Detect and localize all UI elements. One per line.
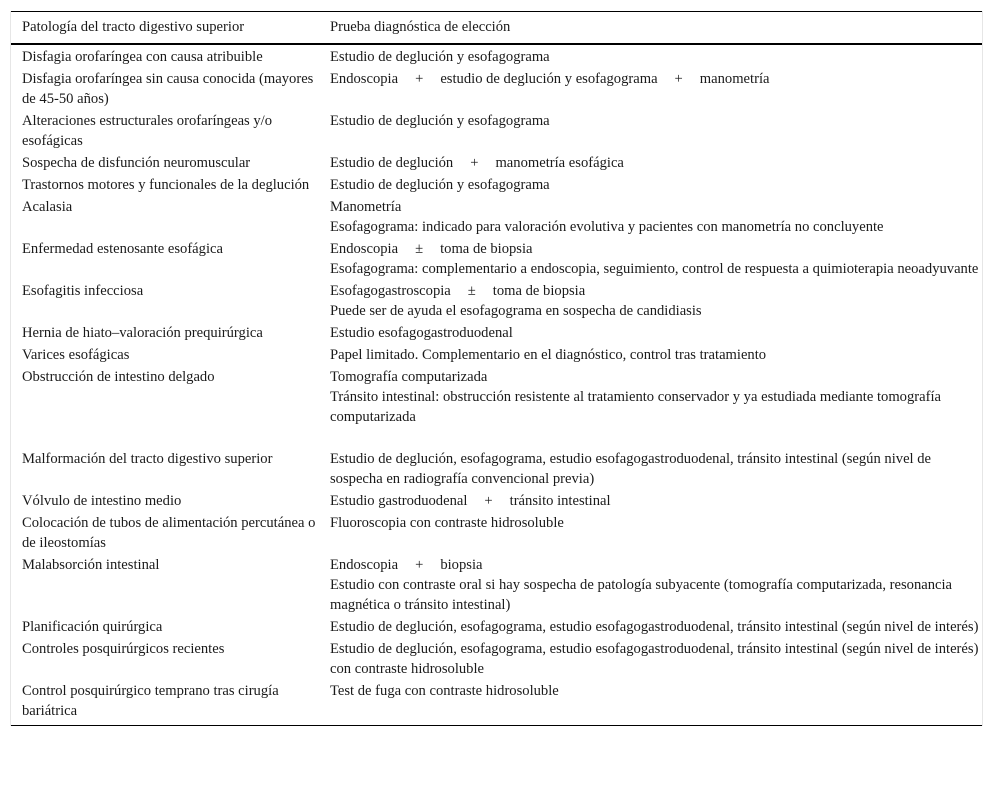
test-text: Tránsito intestinal: obstrucción resistente al tratamiento conservador y ya estudiada mediante tomografía computarizada xyxy=(330,389,942,425)
test-line xyxy=(330,491,982,511)
diagnostic-test-cell xyxy=(319,110,982,152)
table-header xyxy=(11,12,982,45)
plus-minus-operator: ± xyxy=(467,283,476,299)
table-row xyxy=(11,196,982,238)
diagnostic-test-cell xyxy=(319,68,982,110)
test-line xyxy=(330,197,982,217)
test-line xyxy=(330,259,982,279)
test-line xyxy=(330,111,982,131)
test-text: manometría esofágica xyxy=(495,155,624,171)
test-text: toma de biopsia xyxy=(492,283,586,299)
plus-minus-operator: ± xyxy=(415,241,424,257)
test-line xyxy=(330,345,982,365)
table-row xyxy=(11,366,982,448)
test-line xyxy=(330,387,982,427)
diagnostic-test-cell xyxy=(319,280,982,322)
plus-operator: + xyxy=(470,155,479,171)
table-row xyxy=(11,44,982,68)
pathology-cell: Enfermedad estenosante esofágica xyxy=(22,241,223,257)
diagnostic-test-cell xyxy=(319,680,982,726)
test-line xyxy=(330,153,982,173)
pathology-cell: Disfagia orofaríngea con causa atribuible xyxy=(22,49,263,65)
diagnostic-test-cell xyxy=(319,174,982,196)
table-row xyxy=(11,448,982,490)
table-row xyxy=(11,616,982,638)
header-row xyxy=(11,12,982,45)
diagnostic-test-cell xyxy=(319,490,982,512)
test-text: Esofagogastroscopia xyxy=(330,283,451,299)
pathology-cell: Trastornos motores y funcionales de la deglución xyxy=(22,177,310,193)
pathology-cell: Obstrucción de intestino delgado xyxy=(22,369,215,385)
test-text: biopsia xyxy=(440,557,483,573)
test-text: toma de biopsia xyxy=(440,241,533,257)
test-line xyxy=(330,639,982,679)
test-text: Endoscopia xyxy=(330,71,399,87)
test-text: Esofagograma: complementario a endoscopia, seguimiento, control de respuesta a quimioterapia neoadyuvante xyxy=(330,261,979,277)
header-diagnostic-test: Prueba diagnóstica de elección xyxy=(319,12,982,45)
test-text: Endoscopia xyxy=(330,241,399,257)
test-line xyxy=(330,323,982,343)
test-text: Estudio esofagogastroduodenal xyxy=(330,325,513,341)
test-text: Estudio de deglución xyxy=(330,155,454,171)
pathology-cell: Hernia de hiato–valoración prequirúrgica xyxy=(22,325,263,341)
test-text: Tomografía computarizada xyxy=(330,369,488,385)
test-text: Estudio de deglución, esofagograma, estudio esofagogastroduodenal, tránsito intestinal (según nivel de sospecha en radiografía convencional previa) xyxy=(330,451,932,487)
test-text: tránsito intestinal xyxy=(509,493,611,509)
pathology-cell: Colocación de tubos de alimentación percutánea o de ileostomías xyxy=(22,515,316,551)
test-line xyxy=(330,217,982,237)
test-line xyxy=(330,239,982,259)
pathology-cell: Malabsorción intestinal xyxy=(22,557,160,573)
diagnostic-table-container xyxy=(10,11,983,726)
test-text: manometría xyxy=(699,71,770,87)
test-line xyxy=(330,513,982,533)
diagnostic-test-cell xyxy=(319,512,982,554)
pathology-cell: Vólvulo de intestino medio xyxy=(22,493,182,509)
blank-line xyxy=(330,427,982,447)
test-text: Estudio de deglución y esofagograma xyxy=(330,113,550,129)
pathology-cell: Planificación quirúrgica xyxy=(22,619,163,635)
table-row xyxy=(11,152,982,174)
table-row xyxy=(11,110,982,152)
test-line xyxy=(330,175,982,195)
test-text: estudio de deglución y esofagograma xyxy=(440,71,658,87)
test-text: Puede ser de ayuda el esofagograma en sospecha de candidiasis xyxy=(330,303,702,319)
table-row xyxy=(11,280,982,322)
table-row xyxy=(11,344,982,366)
diagnostic-table xyxy=(11,11,982,726)
table-row xyxy=(11,322,982,344)
plus-operator: + xyxy=(484,493,493,509)
pathology-cell: Sospecha de disfunción neuromuscular xyxy=(22,155,251,171)
test-line xyxy=(330,47,982,67)
test-line xyxy=(330,69,982,89)
test-line xyxy=(330,281,982,301)
diagnostic-test-cell xyxy=(319,616,982,638)
test-line xyxy=(330,555,982,575)
diagnostic-test-cell xyxy=(319,44,982,68)
table-row xyxy=(11,680,982,726)
table-row xyxy=(11,68,982,110)
table-body xyxy=(11,44,982,726)
plus-operator: + xyxy=(415,71,424,87)
test-text: Estudio con contraste oral si hay sospecha de patología subyacente (tomografía computarizada, resonancia magnética o tránsito intestinal) xyxy=(330,577,953,613)
table-row xyxy=(11,554,982,616)
header-pathology: Patología del tracto digestivo superior xyxy=(11,12,319,45)
pathology-cell: Acalasia xyxy=(22,199,73,215)
table-row xyxy=(11,638,982,680)
diagnostic-test-cell xyxy=(319,366,982,448)
diagnostic-test-cell xyxy=(319,448,982,490)
pathology-cell: Controles posquirúrgicos recientes xyxy=(22,641,225,657)
pathology-cell: Malformación del tracto digestivo superior xyxy=(22,451,273,467)
diagnostic-test-cell xyxy=(319,554,982,616)
plus-operator: + xyxy=(415,557,424,573)
test-text: Manometría xyxy=(330,199,402,215)
table-row xyxy=(11,490,982,512)
diagnostic-test-cell xyxy=(319,344,982,366)
table-row xyxy=(11,238,982,280)
test-line xyxy=(330,301,982,321)
test-text: Estudio gastroduodenal xyxy=(330,493,468,509)
test-text: Esofagograma: indicado para valoración evolutiva y pacientes con manometría no concluyente xyxy=(330,219,884,235)
test-line xyxy=(330,617,982,637)
table-row xyxy=(11,174,982,196)
diagnostic-test-cell xyxy=(319,238,982,280)
test-text: Estudio de deglución y esofagograma xyxy=(330,49,550,65)
pathology-cell: Alteraciones estructurales orofaríngeas y/o esofágicas xyxy=(22,113,273,149)
test-text: Estudio de deglución y esofagograma xyxy=(330,177,550,193)
table-row xyxy=(11,512,982,554)
test-line xyxy=(330,575,982,615)
test-text: Fluoroscopia con contraste hidrosoluble xyxy=(330,515,564,531)
test-line xyxy=(330,367,982,387)
test-line xyxy=(330,449,982,489)
pathology-cell: Control posquirúrgico temprano tras cirugía bariátrica xyxy=(11,680,319,726)
diagnostic-test-cell xyxy=(319,638,982,680)
test-text: Estudio de deglución, esofagograma, estudio esofagogastroduodenal, tránsito intestinal (según nivel de interés) xyxy=(330,619,979,635)
test-text: Estudio de deglución, esofagograma, estudio esofagogastroduodenal, tránsito intestinal (según nivel de interés) con contraste hidrosoluble xyxy=(330,641,979,677)
pathology-cell: Varices esofágicas xyxy=(22,347,130,363)
test-text: Test de fuga con contraste hidrosoluble xyxy=(330,683,559,699)
diagnostic-test-cell xyxy=(319,152,982,174)
pathology-cell: Disfagia orofaríngea sin causa conocida (mayores de 45-50 años) xyxy=(22,71,314,107)
plus-operator: + xyxy=(674,71,683,87)
test-text: Papel limitado. Complementario en el diagnóstico, control tras tratamiento xyxy=(330,347,767,363)
pathology-cell: Esofagitis infecciosa xyxy=(22,283,144,299)
diagnostic-test-cell xyxy=(319,322,982,344)
diagnostic-test-cell xyxy=(319,196,982,238)
test-line xyxy=(330,681,982,701)
test-text: Endoscopia xyxy=(330,557,399,573)
